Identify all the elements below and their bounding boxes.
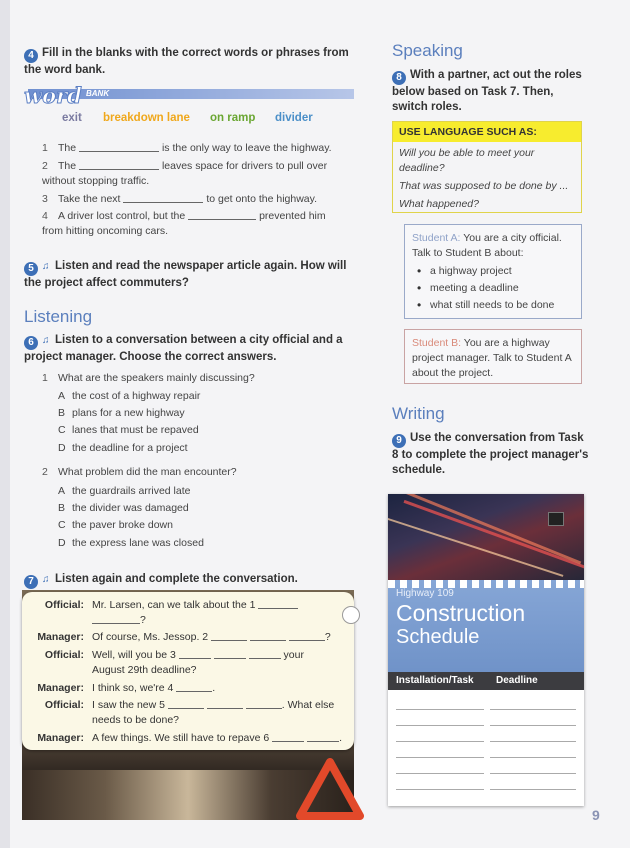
word-bank-on-ramp: on ramp bbox=[210, 112, 256, 124]
blank-line[interactable] bbox=[188, 210, 256, 220]
blank-line[interactable] bbox=[214, 649, 246, 659]
word-bank-label: BANK bbox=[86, 89, 110, 98]
task4-instruction bbox=[24, 46, 354, 78]
word-bank-breakdown-lane: breakdown lane bbox=[103, 112, 190, 124]
instruction-text: With a partner, act out the roles below based on Task 7. Then, switch roles. bbox=[392, 69, 582, 113]
task7-instruction bbox=[24, 572, 354, 589]
page-left-edge bbox=[0, 0, 10, 848]
column-deadline: Deadline bbox=[496, 675, 538, 686]
writing-heading: Writing bbox=[392, 404, 445, 423]
blank-line[interactable] bbox=[79, 160, 159, 170]
student-b-label: Student B: bbox=[412, 337, 462, 349]
instruction-text: Use the conversation from Task 8 to complete the project manager's schedule. bbox=[392, 432, 589, 476]
student-a-list bbox=[412, 263, 574, 314]
blank-line[interactable] bbox=[307, 732, 339, 742]
blank-line[interactable] bbox=[179, 649, 211, 659]
option-2d[interactable]: D the express lane was closed bbox=[58, 537, 204, 549]
task-number-badge: 5 bbox=[24, 262, 38, 276]
task-number-badge: 9 bbox=[392, 434, 406, 448]
highway-label: Highway 109 bbox=[396, 588, 454, 599]
phrase-3: What happened? bbox=[399, 198, 479, 210]
page-number: 9 bbox=[592, 807, 600, 823]
audio-icon: ♫ bbox=[42, 261, 50, 272]
column-task: Installation/Task bbox=[396, 675, 474, 686]
instruction-text: Listen to a conversation between a city official and a project manager. Choose the correct answers. bbox=[24, 334, 343, 363]
schedule-card bbox=[388, 494, 584, 806]
blank-line[interactable] bbox=[92, 614, 140, 624]
blank-line[interactable] bbox=[250, 631, 286, 641]
blank-line[interactable] bbox=[246, 699, 282, 709]
task-number-badge: 4 bbox=[24, 49, 38, 63]
option-2a[interactable]: A the guardrails arrived late bbox=[58, 485, 191, 497]
option-1c[interactable]: C lanes that must be repaved bbox=[58, 424, 199, 436]
task5-instruction bbox=[24, 259, 354, 291]
sentence-2: 2 The leaves space for drivers to pull over without stopping traffic. bbox=[42, 160, 328, 187]
option-1a[interactable]: A the cost of a highway repair bbox=[58, 390, 201, 402]
student-a-label: Student A: bbox=[412, 232, 461, 244]
list-item: • what still needs to be done bbox=[412, 297, 574, 314]
language-box-title: USE LANGUAGE SUCH AS: bbox=[393, 122, 581, 142]
option-1d[interactable]: D the deadline for a project bbox=[58, 442, 188, 454]
blank-line[interactable] bbox=[258, 599, 298, 609]
task-number-badge: 7 bbox=[24, 575, 38, 589]
task9-instruction bbox=[392, 431, 592, 478]
list-item: • meeting a deadline bbox=[412, 280, 574, 297]
task8-instruction bbox=[392, 68, 592, 115]
question-2: 2 What problem did the man encounter? bbox=[42, 466, 237, 478]
word-bank-logo: word bbox=[24, 83, 82, 108]
student-a-text: You are a city official. Talk to Student B about: bbox=[412, 232, 562, 259]
sentence-3: 3 Take the next to get onto the highway. bbox=[42, 193, 318, 205]
schedule-columns bbox=[388, 672, 584, 690]
student-a-card bbox=[404, 224, 582, 319]
schedule-title-2: Schedule bbox=[396, 626, 480, 648]
sentence-4: 4 A driver lost control, but the prevented him from hitting oncoming cars. bbox=[42, 210, 326, 237]
listening-heading: Listening bbox=[24, 307, 93, 326]
student-b-text: You are a highway project manager. Talk to Student A about the project. bbox=[412, 337, 572, 379]
column-divider bbox=[484, 694, 490, 790]
warning-triangle-icon bbox=[296, 758, 364, 822]
blank-line[interactable] bbox=[272, 732, 304, 742]
blank-line[interactable] bbox=[123, 193, 203, 203]
task-number-badge: 6 bbox=[24, 336, 38, 350]
task-number-badge: 8 bbox=[392, 71, 406, 85]
task6-instruction bbox=[24, 333, 354, 365]
blank-line[interactable] bbox=[79, 142, 159, 152]
blank-line[interactable] bbox=[168, 699, 204, 709]
sentence-1: 1 The is the only way to leave the highway. bbox=[42, 142, 332, 154]
instruction-text: Fill in the blanks with the correct words or phrases from the word bank. bbox=[24, 47, 349, 76]
option-1b[interactable]: B plans for a new highway bbox=[58, 407, 185, 419]
word-bank-exit: exit bbox=[62, 112, 82, 124]
blank-line[interactable] bbox=[249, 649, 281, 659]
audio-icon: ♫ bbox=[42, 335, 50, 346]
instruction-text: Listen and read the newspaper article again. How will the project affect commuters? bbox=[24, 260, 347, 289]
speaking-heading: Speaking bbox=[392, 41, 463, 60]
blank-line[interactable] bbox=[289, 631, 325, 641]
phrase-1: Will you be able to meet your deadline? bbox=[399, 147, 535, 174]
option-2c[interactable]: C the paver broke down bbox=[58, 519, 173, 531]
language-box bbox=[392, 121, 582, 213]
highway-night-photo bbox=[388, 494, 584, 586]
blank-line[interactable] bbox=[207, 699, 243, 709]
option-2b[interactable]: B the divider was damaged bbox=[58, 502, 189, 514]
phrase-2: That was supposed to be done by ... bbox=[399, 180, 569, 192]
blank-line[interactable] bbox=[176, 682, 212, 692]
schedule-header bbox=[388, 580, 584, 675]
card-tab-icon bbox=[342, 606, 360, 624]
word-bank-divider: divider bbox=[275, 112, 313, 124]
student-b-card bbox=[404, 329, 582, 384]
question-1: 1 What are the speakers mainly discussing? bbox=[42, 372, 255, 384]
audio-icon: ♫ bbox=[42, 574, 50, 585]
schedule-title-1: Construction bbox=[396, 600, 526, 626]
instruction-text: Listen again and complete the conversation. bbox=[55, 573, 298, 585]
blank-line[interactable] bbox=[211, 631, 247, 641]
list-item: • a highway project bbox=[412, 263, 574, 280]
